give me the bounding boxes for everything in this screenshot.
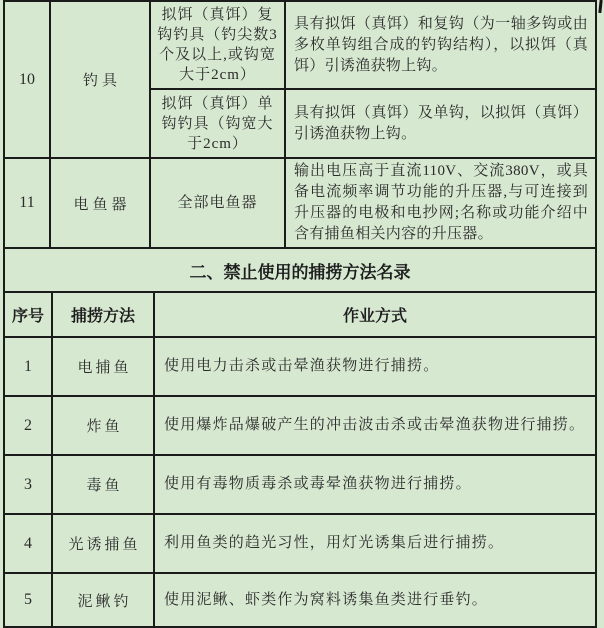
- col-header-no: 序号: [4, 292, 52, 337]
- table-row: [4, 455, 596, 514]
- method-operation: 使用爆炸品爆破产生的冲击波击杀或击晕渔获物进行捕捞。: [154, 396, 596, 455]
- col-header-method: 捕捞方法: [52, 292, 154, 337]
- method-row-number: 5: [4, 573, 52, 627]
- gear-subtype: 拟饵（真饵）复钩钓具（钓尖数3个及以上,或钩宽大于2cm）: [150, 1, 285, 89]
- table-row: [4, 514, 596, 573]
- method-row-number: 3: [4, 455, 52, 514]
- method-operation: 利用鱼类的趋光习性，用灯光诱集后进行捕捞。: [154, 514, 596, 573]
- table-header-row: [4, 292, 596, 337]
- gear-description: 输出电压高于直流110V、交流380V，或具备电流频率调节功能的升压器,与可连接到升压器的电极和电抄网;名称或功能介绍中含有捕鱼相关内容的升压器。: [285, 158, 596, 248]
- table-row: [4, 248, 596, 292]
- method-name: 电捕鱼: [52, 337, 154, 396]
- method-name: 炸鱼: [52, 396, 154, 455]
- gear-name: 钓具: [50, 1, 150, 158]
- col-header-operation: 作业方式: [154, 292, 596, 337]
- method-name: 毒鱼: [52, 455, 154, 514]
- gear-row-number: 10: [4, 1, 50, 158]
- table-row: [4, 158, 596, 248]
- gear-name: 电鱼器: [50, 158, 150, 248]
- method-operation: 使用有毒物质毒杀或毒晕渔获物进行捕捞。: [154, 455, 596, 514]
- prohibited-methods-table: [3, 247, 597, 628]
- method-name: 泥鳅钓: [52, 573, 154, 627]
- page-corner-mark: [598, 0, 602, 13]
- section-title: 二、禁止使用的捕捞方法名录: [4, 248, 596, 292]
- table-row: [4, 1, 596, 89]
- gear-subtype: 拟饵（真饵）单钩钓具（钩宽大于2cm）: [150, 89, 285, 158]
- gear-row-number: 11: [4, 158, 50, 248]
- gear-description: 具有拟饵（真饵）及单钩，以拟饵（真饵）引诱渔获物上钩。: [285, 89, 596, 158]
- prohibited-gear-table: [3, 0, 597, 249]
- table-row: [4, 396, 596, 455]
- method-row-number: 2: [4, 396, 52, 455]
- table-row: [4, 337, 596, 396]
- method-name: 光诱捕鱼: [52, 514, 154, 573]
- method-operation: 使用泥鳅、虾类作为窝料诱集鱼类进行垂钓。: [154, 573, 596, 627]
- method-row-number: 1: [4, 337, 52, 396]
- method-row-number: 4: [4, 514, 52, 573]
- gear-subtype: 全部电鱼器: [150, 158, 285, 248]
- gear-description: 具有拟饵（真饵）和复钩（为一轴多钩或由多枚单钩组合成的钓钩结构），以拟饵（真饵）引诱渔获物上钩。: [285, 1, 596, 89]
- method-operation: 使用电力击杀或击晕渔获物进行捕捞。: [154, 337, 596, 396]
- table-row: [4, 573, 596, 627]
